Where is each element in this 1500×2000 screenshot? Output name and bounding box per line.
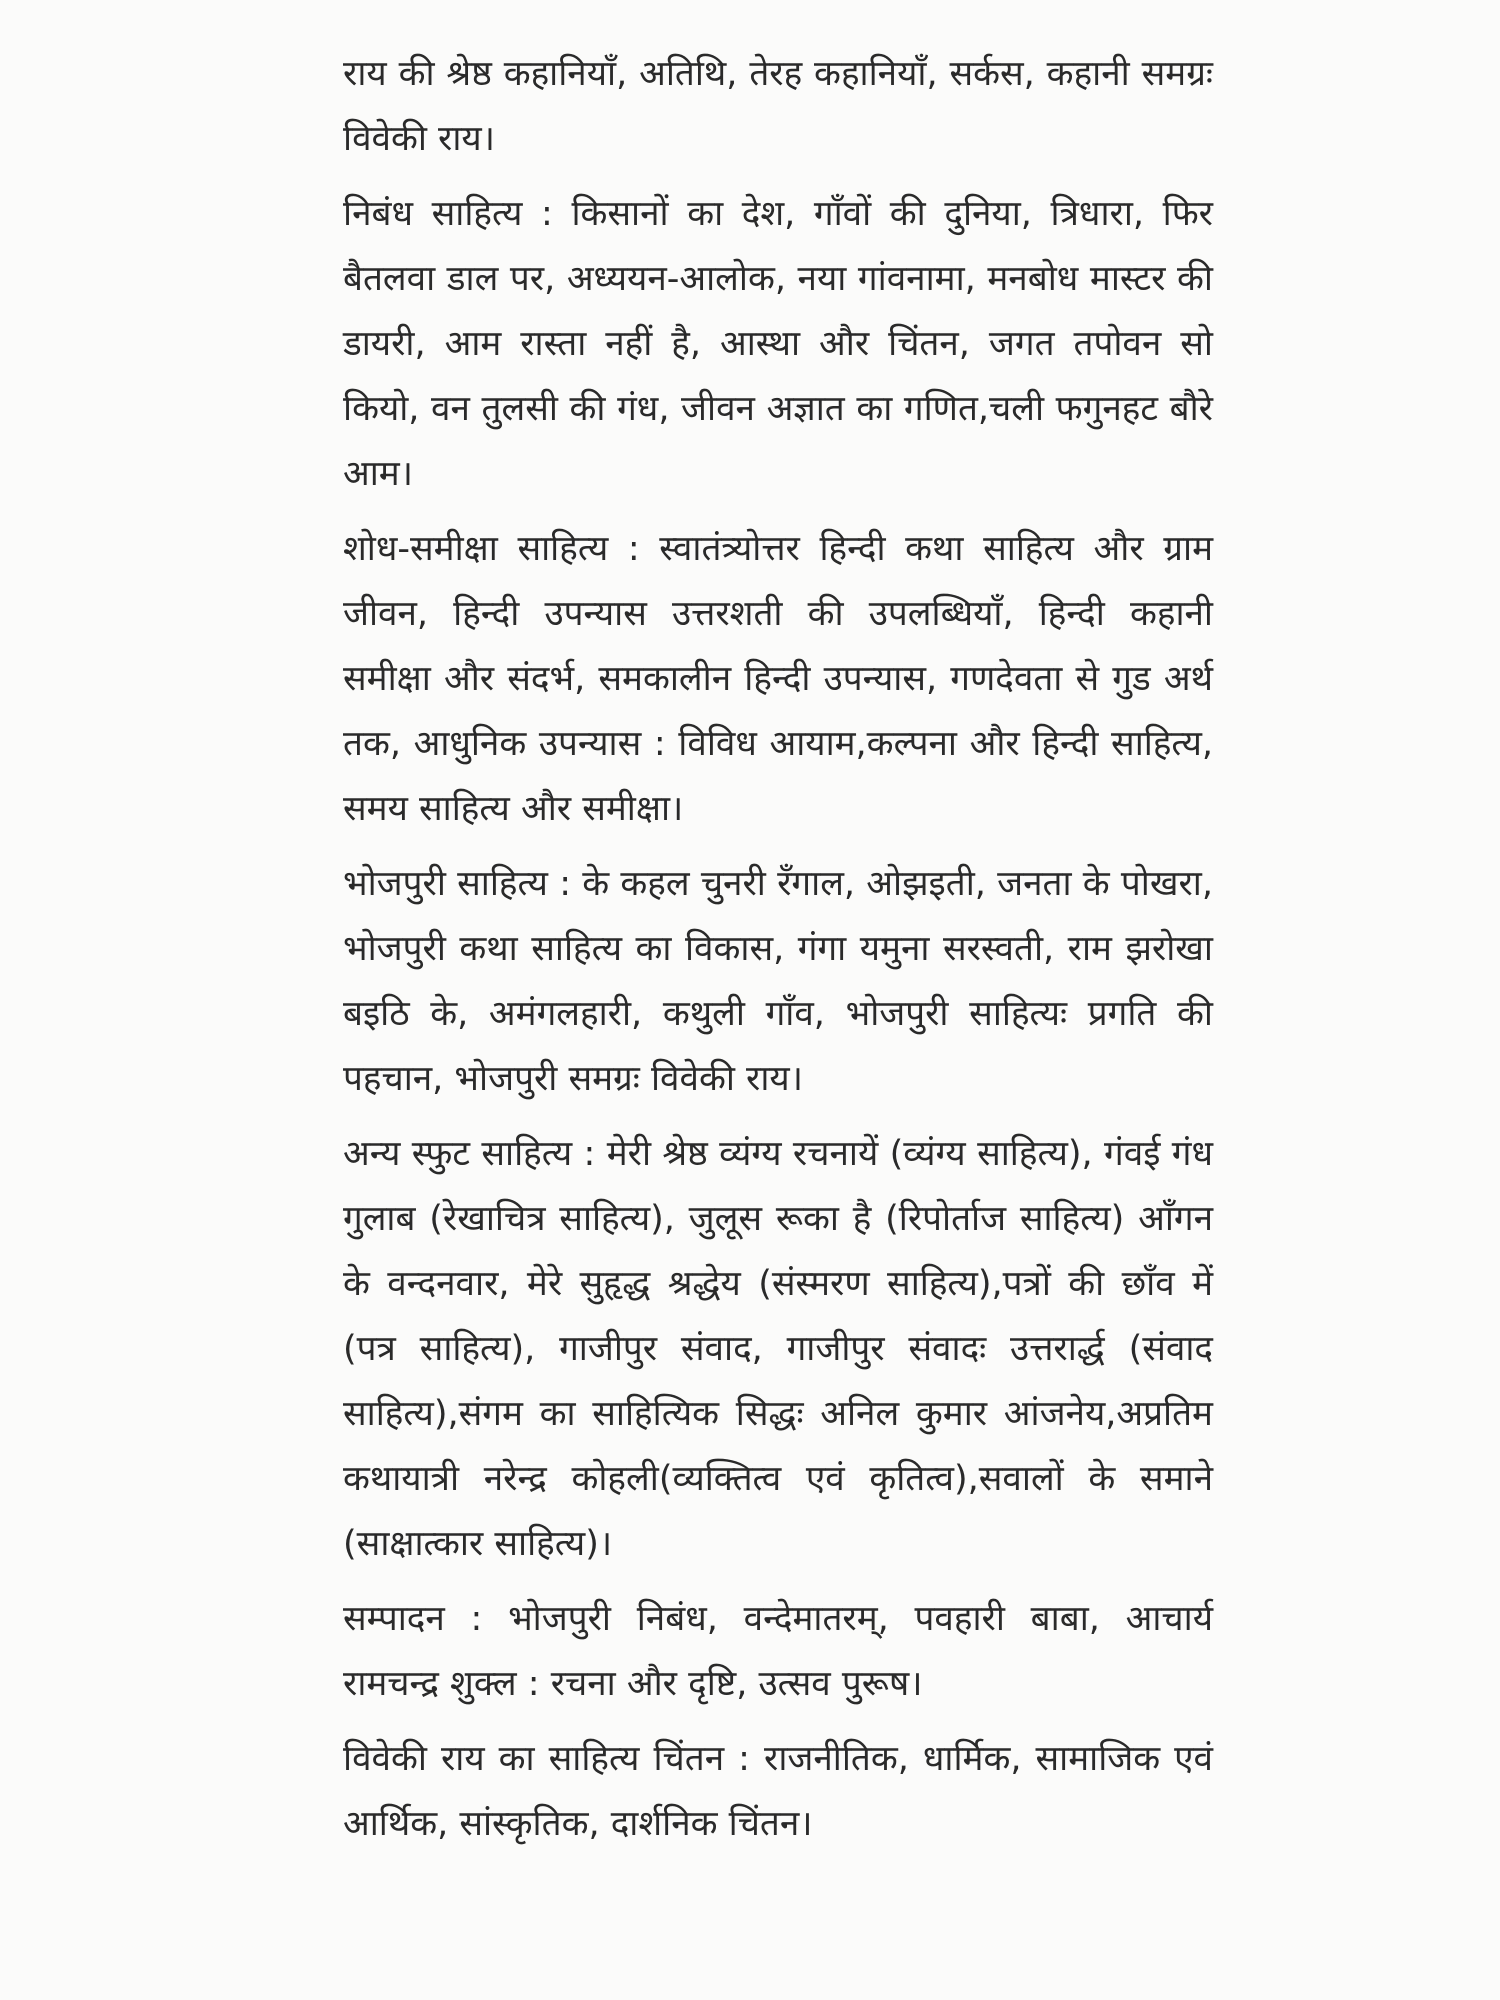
paragraph-thought bbox=[343, 1727, 1213, 1857]
paragraph-heading: सम्पादन : bbox=[343, 1599, 483, 1639]
paragraph-research bbox=[343, 517, 1213, 842]
paragraph-text: किसानों का देश, गाँवों की दुनिया, त्रिधारा, फिर बैतलवा डाल पर, अध्ययन-आलोक, नया गांवनामा, मनबोध मास्टर की डायरी, आम रास्ता नहीं है, आस्था और चिंतन, जगत तपोवन सो कियो, वन तुलसी की गंध, जीवन अज्ञात का गणित,चली फगुनहट बौरे आम। bbox=[343, 194, 1213, 494]
paragraph-text: के कहल चुनरी रँगाल, ओझइती, जनता के पोखरा, भोजपुरी कथा साहित्य का विकास, गंगा यमुना सरस्वती, राम झरोखा बइठि के, अमंगलहारी, कथुली गाँव, भोजपुरी साहित्यः प्रगति की पहचान, भोजपुरी समग्रः विवेकी राय। bbox=[343, 864, 1213, 1099]
paragraph-heading: अन्य स्फुट साहित्य : bbox=[343, 1134, 596, 1174]
paragraph-text: स्वातंत्र्योत्तर हिन्दी कथा साहित्य और ग्राम जीवन, हिन्दी उपन्यास उत्तरशती की उपलब्धियाँ, हिन्दी कहानी समीक्षा और संदर्भ, समकालीन हिन्दी उपन्यास, गणदेवता से गुड अर्थ तक, आधुनिक उपन्यास : विविध आयाम,कल्पना और हिन्दी साहित्य, समय साहित्य और समीक्षा। bbox=[343, 529, 1214, 829]
paragraph-heading: भोजपुरी साहित्य : bbox=[343, 864, 572, 904]
paragraph-heading: निबंध साहित्य : bbox=[343, 194, 553, 234]
paragraph-text: मेरी श्रेष्ठ व्यंग्य रचनायें (व्यंग्य साहित्य), गंवई गंध गुलाब (रेखाचित्र साहित्य), जुलूस रूका है (रिपोर्ताज साहित्य) आँगन के वन्दनवार, मेरे सुहृद्ध श्रद्धेय (संस्मरण साहित्य),पत्रों की छाँव में (पत्र साहित्य), गाजीपुर संवाद, गाजीपुर संवादः उत्तरार्द्ध (संवाद साहित्य),संगम का साहित्यिक सिद्धः अनिल कुमार आंजनेय,अप्रतिम कथायात्री नरेन्द्र कोहली(व्यक्तित्व एवं कृतित्व),सवालों के समाने (साक्षात्कार साहित्य)। bbox=[343, 1134, 1213, 1564]
paragraph-text: राजनीतिक, धार्मिक, सामाजिक एवं आर्थिक, सांस्कृतिक, दार्शनिक चिंतन। bbox=[343, 1739, 1213, 1844]
paragraph-text: भोजपुरी निबंध, वन्देमातरम्, पवहारी बाबा, आचार्य रामचन्द्र शुक्ल : रचना और दृष्टि, उत्सव पुरूष। bbox=[343, 1599, 1213, 1704]
paragraph-essays bbox=[343, 182, 1213, 507]
paragraph-stories bbox=[343, 42, 1213, 172]
paragraph-text: राय की श्रेष्ठ कहानियाँ, अतिथि, तेरह कहानियाँ, सर्कस, कहानी समग्रः विवेकी राय। bbox=[343, 54, 1213, 159]
paragraph-editing bbox=[343, 1587, 1213, 1717]
paragraph-heading: विवेकी राय का साहित्य चिंतन : bbox=[343, 1739, 750, 1779]
text-block bbox=[343, 42, 1213, 1857]
paragraph-bhojpuri bbox=[343, 852, 1213, 1112]
paragraph-misc bbox=[343, 1122, 1213, 1577]
paragraph-heading: शोध-समीक्षा साहित्य : bbox=[343, 529, 640, 569]
